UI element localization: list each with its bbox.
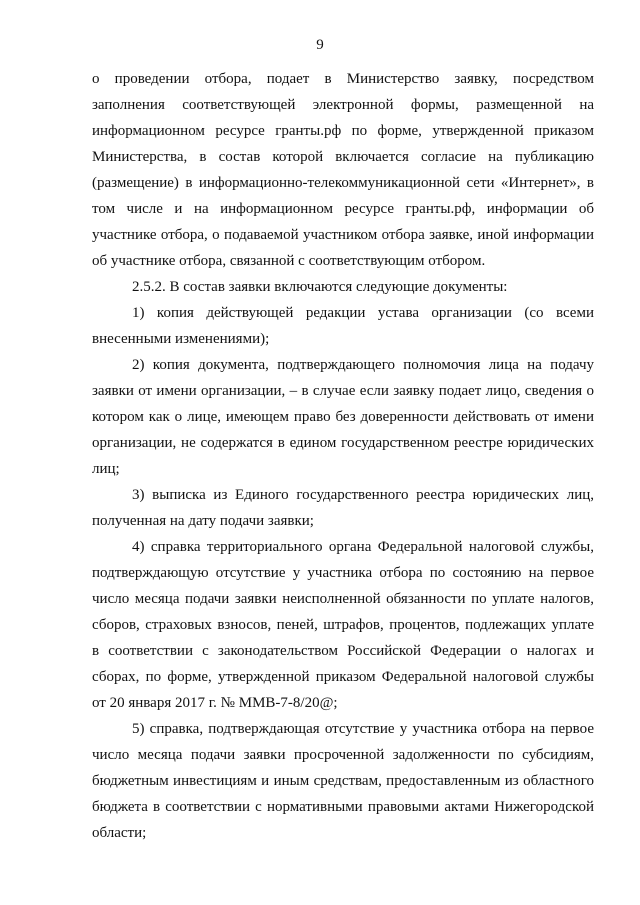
text-line: 2.5.2. В состав заявки включаются следующие документы:	[132, 279, 508, 295]
text-line: том числе и на информационном ресурсе гранты.рф, информации об	[92, 201, 594, 217]
page-number: 9	[316, 37, 324, 53]
list-item-3	[92, 482, 594, 534]
text-line: полученная на дату подачи заявки;	[92, 513, 314, 529]
text-line: бюджета в соответствии с нормативными правовыми актами Нижегородской	[92, 799, 594, 815]
text-line: об участнике отбора, связанной с соответствующим отбором.	[92, 253, 486, 269]
text-line: заявки от имени организации, – в случае если заявку подает лицо, сведения о	[92, 383, 594, 399]
text-line: подтверждающую отсутствие у участника отбора по состоянию на первое	[92, 565, 594, 581]
list-item-2	[92, 352, 594, 482]
list-item-4	[92, 534, 594, 716]
text-line: 3) выписка из Единого государственного реестра юридических лиц,	[132, 487, 594, 503]
list-item-1	[92, 300, 594, 352]
text-line: бюджетным инвестициям и иным средствам, предоставленным из областного	[92, 773, 594, 789]
text-line: число месяца подачи заявки просроченной задолженности по субсидиям,	[92, 747, 594, 763]
text-line: 5) справка, подтверждающая отсутствие у участника отбора на первое	[132, 721, 594, 737]
text-line: в соответствии с законодательством Российской Федерации о налогах и	[92, 643, 594, 659]
text-line: сборов, страховых взносов, пеней, штрафов, процентов, подлежащих уплате	[92, 617, 594, 633]
text-line: (размещение) в информационно-телекоммуникационной сети «Интернет», в	[92, 175, 594, 191]
text-line: о проведении отбора, подает в Министерство заявку, посредством	[92, 71, 594, 87]
text-line: области;	[92, 825, 147, 841]
text-line: от 20 января 2017 г. № ММВ-7-8/20@;	[92, 695, 338, 711]
text-line: организации, не содержатся в едином государственном реестре юридических	[92, 435, 594, 451]
text-line: лиц;	[92, 461, 120, 477]
text-line: 4) справка территориального органа Федеральной налоговой службы,	[132, 539, 594, 555]
list-item-5	[92, 716, 594, 846]
text-line: число месяца подачи заявки неисполненной обязанности по уплате налогов,	[92, 591, 594, 607]
paragraph-continuation	[92, 66, 594, 274]
text-line: котором как о лице, имеющем право без доверенности действовать от имени	[92, 409, 594, 425]
text-line: 2) копия документа, подтверждающего полномочия лица на подачу	[132, 357, 594, 373]
paragraph-2-5-2	[92, 274, 594, 300]
document-body	[92, 66, 594, 846]
text-line: Министерства, в состав которой включается согласие на публикацию	[92, 149, 594, 165]
text-line: 1) копия действующей редакции устава организации (со всеми	[132, 305, 594, 321]
text-line: участнике отбора, о подаваемой участником отбора заявке, иной информации	[92, 227, 594, 243]
text-line: информационном ресурсе гранты.рф по форме, утвержденной приказом	[92, 123, 594, 139]
text-line: внесенными изменениями);	[92, 331, 270, 347]
text-line: заполнения соответствующей электронной формы, размещенной на	[92, 97, 594, 113]
text-line: сборах, по форме, утвержденной приказом Федеральной налоговой службы	[92, 669, 594, 685]
